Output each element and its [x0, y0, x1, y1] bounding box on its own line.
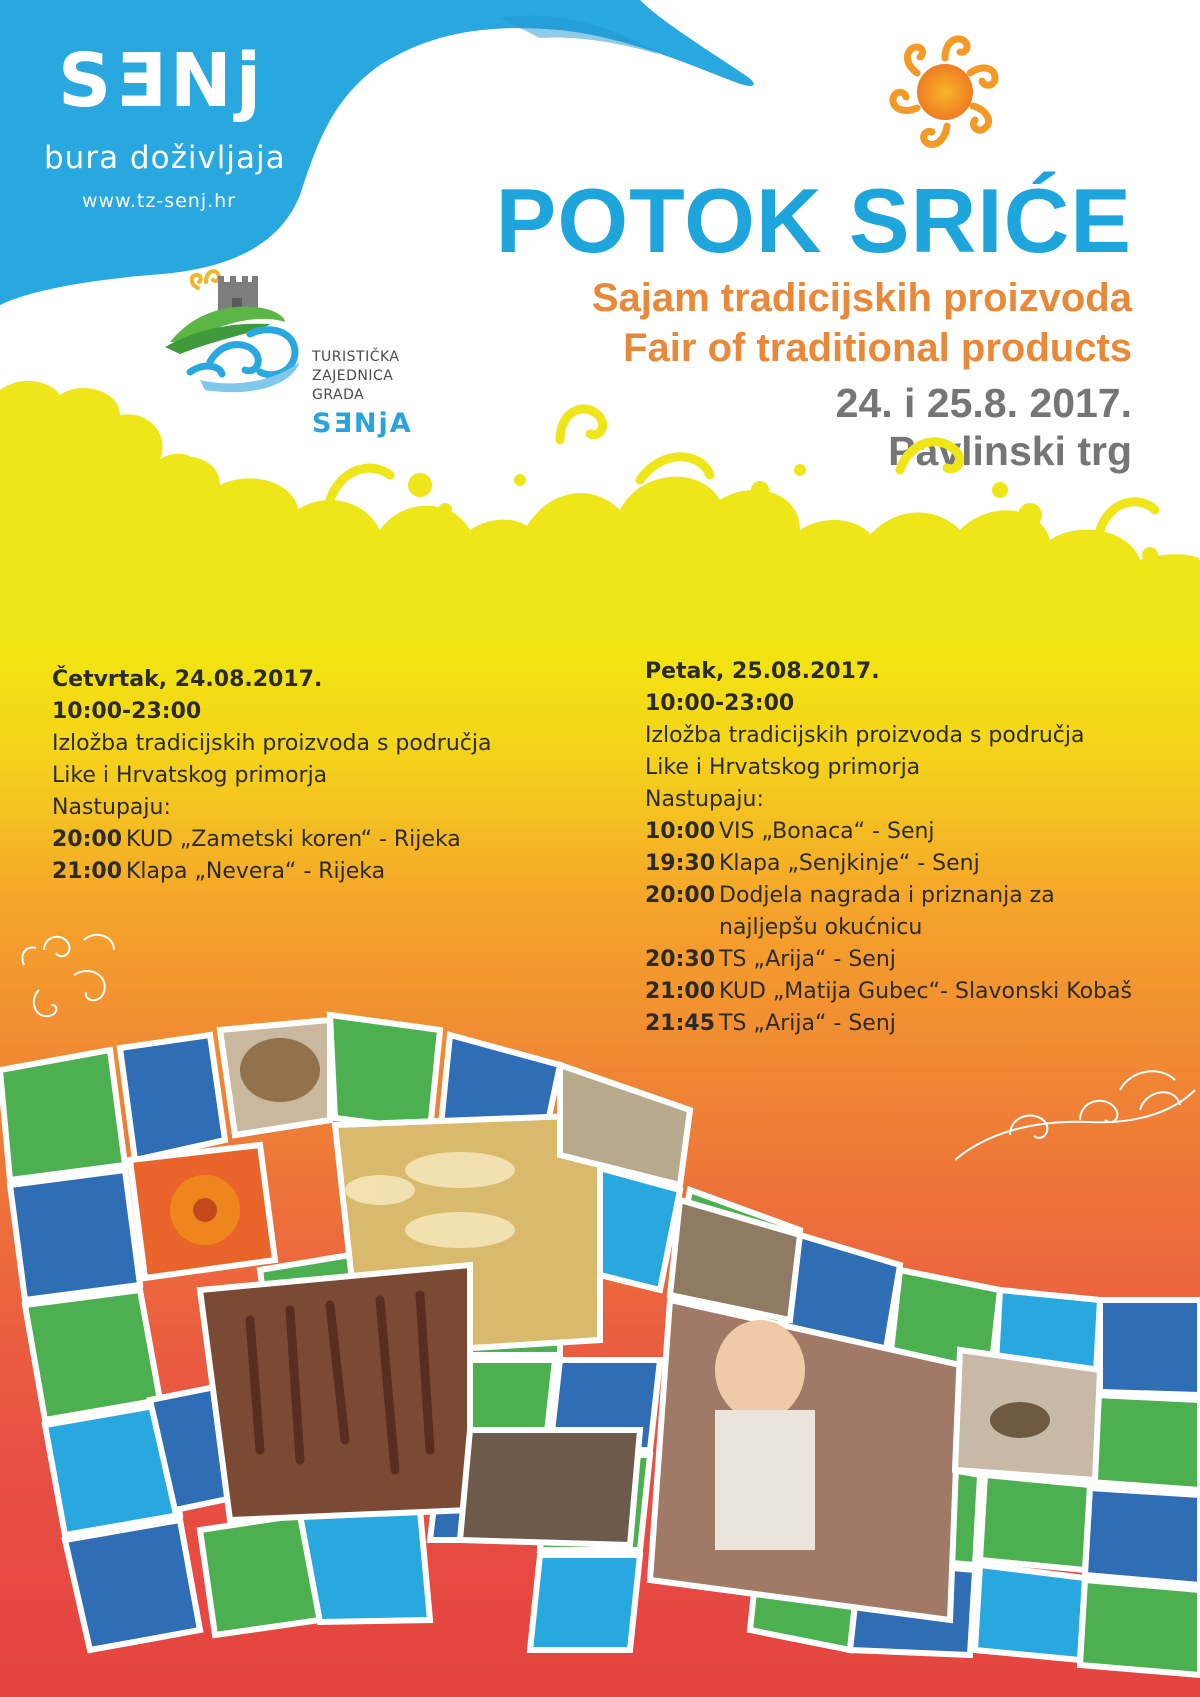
yellow-swirl-band: [0, 380, 1200, 640]
performance-desc: KUD „Matija Gubec“- Slavonski Kobaš: [719, 979, 1132, 1004]
performance-row: [645, 976, 1200, 1008]
performance-time: 20:00: [52, 827, 123, 852]
tourist-board-name: SƎNjA: [312, 408, 413, 439]
performers-label: Nastupaju:: [52, 795, 171, 820]
tourist-board-line: GRADA: [312, 387, 365, 403]
schedule-day-thursday: [52, 664, 612, 888]
tourist-board-line: TURISTIČKA: [312, 349, 400, 365]
performance-time: 10:00: [645, 819, 716, 844]
performance-desc: VIS „Bonaca“ - Senj: [719, 819, 935, 844]
performance-time: 20:00: [645, 883, 716, 908]
event-subtitle-hr: Sajam tradicijskih proizvoda: [591, 276, 1132, 320]
day-heading: Četvrtak, 24.08.2017.: [52, 667, 323, 692]
performance-time: 21:45: [645, 1011, 716, 1036]
performance-desc: KUD „Zametski koren“ - Rijeka: [126, 827, 461, 852]
schedule-day-friday: [645, 656, 1200, 1040]
performance-row: [645, 848, 1200, 880]
performance-desc: TS „Arija“ - Senj: [719, 1011, 896, 1036]
performance-row: [52, 856, 612, 888]
day-hours: 10:00-23:00: [52, 699, 202, 724]
exhibit-line: Izložba tradicijskih proizvoda s područja: [645, 723, 1085, 748]
day-heading: Petak, 25.08.2017.: [645, 659, 880, 684]
exhibit-line: Like i Hrvatskog primorja: [645, 755, 921, 780]
performance-desc: Klapa „Nevera“ - Rijeka: [126, 859, 386, 884]
exhibit-line: Izložba tradicijskih proizvoda s područja: [52, 731, 492, 756]
day-hours: 10:00-23:00: [645, 691, 795, 716]
performance-row: [645, 816, 1200, 848]
performance-row: [645, 1008, 1200, 1040]
performance-time: 19:30: [645, 851, 716, 876]
performance-row: [645, 944, 1200, 976]
performance-desc: TS „Arija“ - Senj: [719, 947, 896, 972]
exhibit-line: Like i Hrvatskog primorja: [52, 763, 328, 788]
sun-icon: [875, 28, 1015, 158]
performance-time: 21:00: [52, 859, 123, 884]
event-subtitle-en: Fair of traditional products: [623, 326, 1132, 370]
performance-desc: Dodjela nagrada i priznanja za najljepšu okućnicu: [719, 883, 1055, 940]
logo-url: www.tz-senj.hr: [82, 190, 236, 212]
event-date: 24. i 25.8. 2017.: [835, 380, 1132, 426]
logo-tagline: bura doživljaja: [44, 140, 286, 176]
performance-time: 20:30: [645, 947, 716, 972]
performers-label: Nastupaju:: [645, 787, 764, 812]
swirl-icon: [192, 271, 219, 288]
performance-time: 21:00: [645, 979, 716, 1004]
logo-wordmark: SƎNj: [58, 38, 266, 124]
castle-icon: [218, 276, 258, 312]
performance-row: [645, 880, 1200, 944]
performance-desc: Klapa „Senjkinje“ - Senj: [719, 851, 980, 876]
tourist-board-line: ZAJEDNICA: [312, 368, 394, 384]
event-title: POTOK SRIĆE: [495, 171, 1132, 272]
mosaic-wave: [0, 1010, 1200, 1697]
event-place: Pavlinski trg: [888, 428, 1132, 474]
performance-row: [52, 824, 612, 856]
